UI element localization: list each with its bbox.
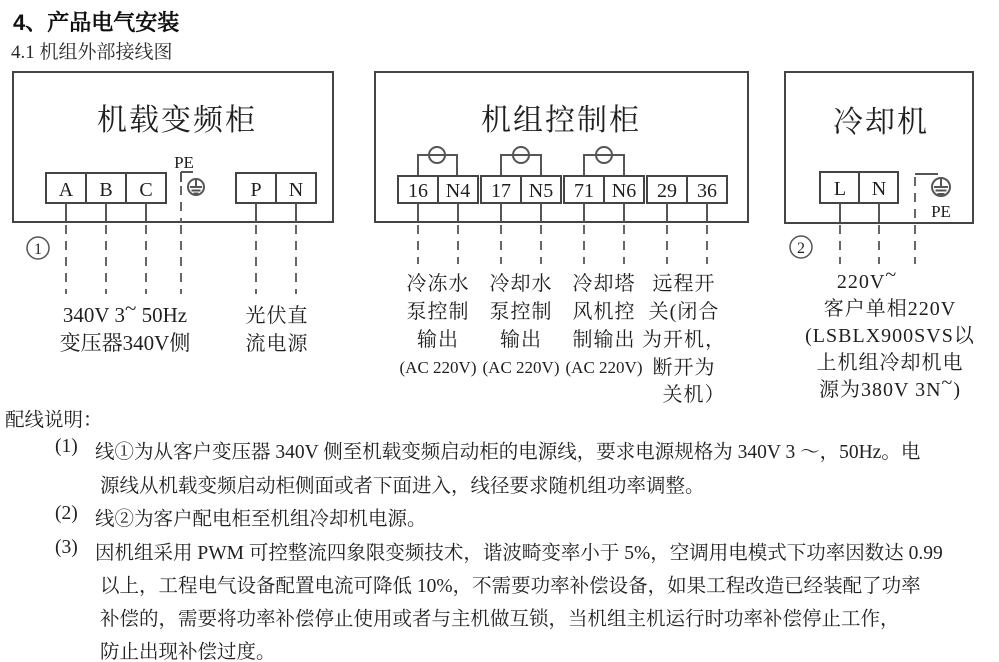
cooling-pump-label-l3: 输出 xyxy=(500,329,542,351)
terminal-n4-label: N4 xyxy=(445,180,471,202)
transformer-side-label: 变压器340V侧 xyxy=(59,331,191,355)
terminal-c-label: C xyxy=(139,179,153,201)
cooling-external-wires xyxy=(840,225,915,264)
note-item2-number: (2) xyxy=(55,503,78,524)
cooling-unit-title: 冷却机 xyxy=(833,106,929,139)
remote-switch-label-l1: 远程开 xyxy=(652,273,716,295)
terminal-n-ac-label: N xyxy=(871,178,887,200)
cooling-terminal-leads xyxy=(840,203,879,222)
remote-switch-label-l3: 为开机， xyxy=(642,329,726,351)
tower-fan-label-l2: 风机控 xyxy=(572,301,636,323)
terminal-a-label: A xyxy=(58,179,74,201)
cooling-note-line3: 上机组冷却机电 xyxy=(816,352,964,374)
notes-heading: 配线说明： xyxy=(5,410,103,431)
terminal-16-label: 16 xyxy=(408,180,428,202)
note-item1-line2: 源线从机载变频启动柜侧面或者下面进入，线径要求随机组功率调整。 xyxy=(100,476,705,497)
terminal-29-label: 29 xyxy=(657,180,677,202)
remote-switch-label-l4: 断开为 xyxy=(652,357,716,379)
terminal-n-dc-label: N xyxy=(288,179,304,201)
pe-label-inverter: PE xyxy=(174,153,194,172)
note-item3-number: (3) xyxy=(55,537,78,558)
control-cabinet-title: 机组控制柜 xyxy=(481,104,641,137)
cooling-note-line2: (LSBLX900SVS以 xyxy=(805,325,975,347)
svg-text:1: 1 xyxy=(34,241,42,258)
terminal-p-label: P xyxy=(250,179,262,201)
cooling-voltage-label: 220V~ xyxy=(836,264,898,293)
terminal-17-label: 17 xyxy=(491,180,511,202)
ground-symbol-cooling xyxy=(932,178,950,196)
note-item3-line3: 补偿的，需要将功率补偿停止使用或者与主机做互锁，当机组主机运行时功率补偿停止工作， xyxy=(100,609,900,630)
note-item1-line1: 线①为从客户变压器 340V 侧至机载变频启动柜的电源线，要求电源规格为 340V 3 ～，50Hz。电 xyxy=(95,442,921,463)
tower-fan-label-l1: 冷却塔 xyxy=(572,273,636,295)
pv-dc-label-line2: 流电源 xyxy=(245,333,309,355)
note-item2-line1: 线②为客户配电柜至机组冷却机电源。 xyxy=(95,509,427,530)
cooling-note-line1: 客户单相220V xyxy=(823,298,957,320)
terminal-71-label: 71 xyxy=(574,180,594,202)
note-item3-line2: 以上，工程电气设备配置电流可降低 10%，不需要功率补偿设备，如果工程改造已经装配了功率 xyxy=(100,576,921,597)
chilled-pump-label-l3: 输出 xyxy=(417,329,459,351)
wire-marker-2 xyxy=(790,236,812,258)
chilled-pump-label-l4: (AC 220V) xyxy=(399,358,477,377)
tower-fan-label-l3: 制输出 xyxy=(572,329,636,351)
subsection-title: 4.1 机组外部接线图 xyxy=(11,42,173,63)
control-external-wires xyxy=(418,225,707,264)
terminal-n6-label: N6 xyxy=(611,180,637,202)
terminal-b-label: B xyxy=(99,179,113,201)
chilled-pump-label-l1: 冷冻水 xyxy=(406,273,470,295)
remote-switch-label-l5: 关机） xyxy=(662,384,726,406)
note-item3-line4: 防止出现补偿过度。 xyxy=(100,642,276,662)
terminal-36-label: 36 xyxy=(697,180,717,202)
power-supply-label: 340V 3~ 50Hz xyxy=(62,296,188,327)
note-item1-number: (1) xyxy=(55,436,78,457)
cooling-pump-label-l4: (AC 220V) xyxy=(482,358,560,377)
remote-switch-label-l2: 关(闭合 xyxy=(648,301,720,323)
terminal-l-label: L xyxy=(833,178,847,200)
ground-symbol-inverter xyxy=(188,179,204,195)
note-item3-line1: 因机组采用 PWM 可控整流四象限变频技术，谐波畸变率小于 5%，空调用电模式下功率因数达 0.99 xyxy=(95,543,943,564)
chilled-pump-label-l2: 泵控制 xyxy=(406,301,470,323)
wire-marker-1 xyxy=(27,237,49,259)
section-title: 4、产品电气安装 xyxy=(13,10,180,35)
pv-dc-label-line1: 光伏直 xyxy=(245,305,309,327)
terminal-n5-label: N5 xyxy=(528,180,554,202)
pe-label-cooling: PE xyxy=(931,202,951,221)
cooling-note-line4: 源为380V 3N~) xyxy=(818,372,962,401)
relay-contact-loops xyxy=(418,147,624,176)
cooling-pump-label-l2: 泵控制 xyxy=(489,301,553,323)
control-terminal-leads xyxy=(418,203,707,222)
tower-fan-label-l4: (AC 220V) xyxy=(565,358,643,377)
cooling-pump-label-l1: 冷却水 xyxy=(489,273,553,295)
svg-text:2: 2 xyxy=(797,240,805,257)
inverter-external-wires xyxy=(66,225,296,294)
inverter-cabinet-title: 机载变频柜 xyxy=(97,104,257,137)
